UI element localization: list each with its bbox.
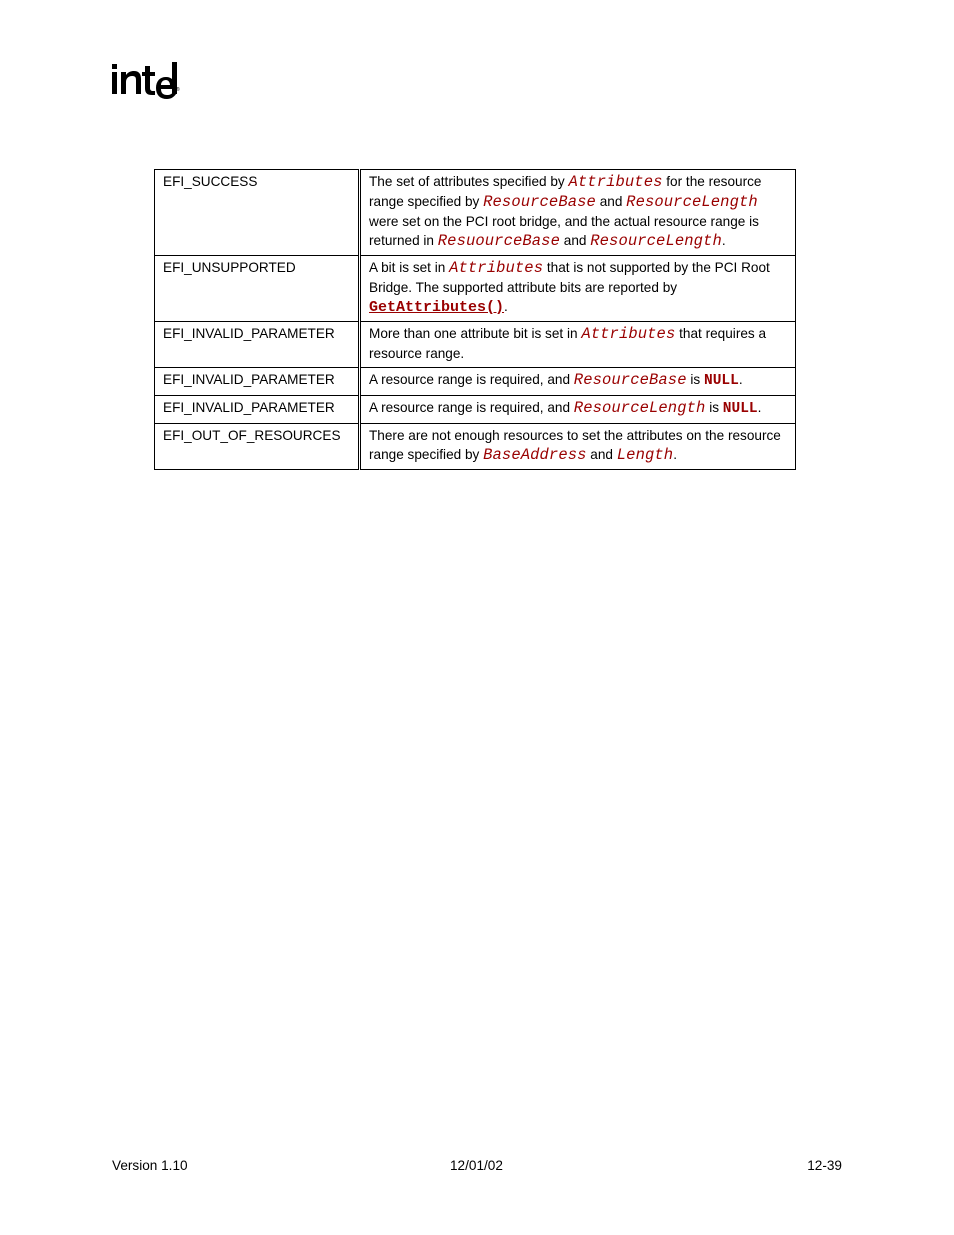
status-code: EFI_OUT_OF_RESOURCES bbox=[155, 424, 360, 470]
param-resource-length: ResourceLength bbox=[626, 193, 758, 211]
param-attributes: Attributes bbox=[581, 325, 676, 343]
status-description: There are not enough resources to set the attributes on the resource range specified by BaseAddress and Length. bbox=[360, 424, 796, 470]
get-attributes-link[interactable]: GetAttributes() bbox=[369, 299, 505, 316]
status-code: EFI_INVALID_PARAMETER bbox=[155, 396, 360, 424]
status-description: A resource range is required, and ResourceBase is NULL. bbox=[360, 368, 796, 396]
param-resource-base: ResourceBase bbox=[483, 193, 596, 211]
status-description: A bit is set in Attributes that is not supported by the PCI Root Bridge. The supported attribute bits are reported by GetAttributes(). bbox=[360, 256, 796, 322]
param-resource-base: ResourceBase bbox=[573, 371, 687, 389]
table-row bbox=[155, 368, 796, 396]
table-row bbox=[155, 396, 796, 424]
status-codes-table bbox=[154, 169, 796, 470]
table-row bbox=[155, 322, 796, 368]
intel-logo bbox=[110, 58, 182, 104]
param-attributes: Attributes bbox=[449, 259, 544, 277]
null-keyword: NULL bbox=[704, 373, 739, 389]
param-base-address: BaseAddress bbox=[483, 446, 587, 464]
status-code: EFI_INVALID_PARAMETER bbox=[155, 322, 360, 368]
null-keyword: NULL bbox=[722, 401, 758, 417]
param-resuource-base: ResuourceBase bbox=[437, 232, 560, 250]
table-row bbox=[155, 424, 796, 470]
status-description: A resource range is required, and ResourceLength is NULL. bbox=[360, 396, 796, 424]
param-resource-length: ResourceLength bbox=[590, 232, 722, 250]
param-attributes: Attributes bbox=[568, 173, 663, 191]
status-description: The set of attributes specified by Attributes for the resource range specified by ResourceBase and ResourceLength were set on the PCI root bridge, and the actual resource range is returned in ResuourceBase and ResourceLength. bbox=[360, 170, 796, 256]
param-length: Length bbox=[616, 446, 674, 464]
param-resource-length: ResourceLength bbox=[573, 399, 706, 417]
status-code: EFI_UNSUPPORTED bbox=[155, 256, 360, 322]
status-code: EFI_INVALID_PARAMETER bbox=[155, 368, 360, 396]
footer-page-number: 12-39 bbox=[807, 1158, 842, 1173]
table-row bbox=[155, 170, 796, 256]
footer-date: 12/01/02 bbox=[450, 1158, 503, 1173]
footer-version: Version 1.10 bbox=[112, 1158, 188, 1173]
intel-logo-graphic bbox=[110, 58, 182, 104]
table-row bbox=[155, 256, 796, 322]
registered-mark: ® bbox=[176, 87, 180, 93]
status-code: EFI_SUCCESS bbox=[155, 170, 360, 256]
status-description: More than one attribute bit is set in Attributes that requires a resource range. bbox=[360, 322, 796, 368]
